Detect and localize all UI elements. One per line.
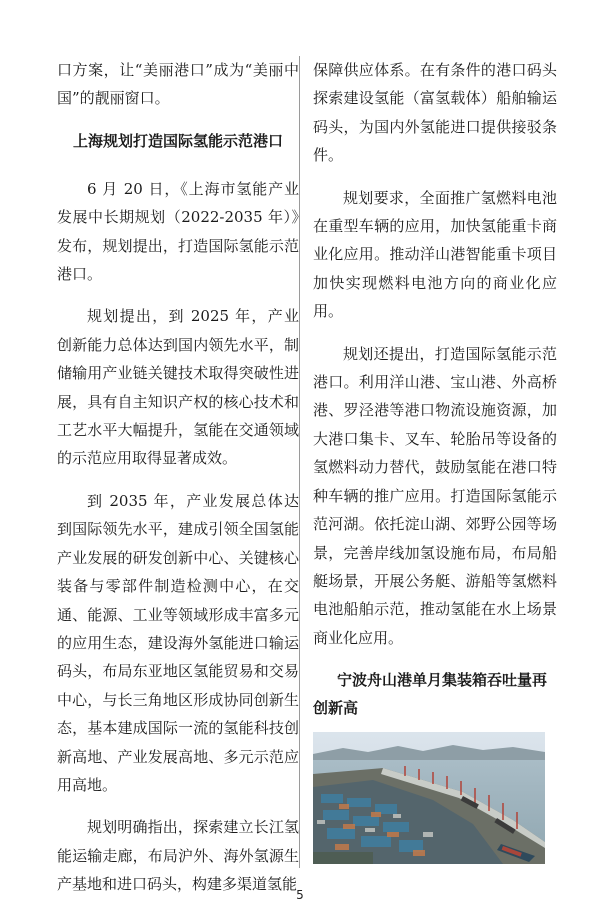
left-column xyxy=(57,56,299,913)
paragraph: 规划提出，到 2025 年，产业创新能力总体达到国内领先水平，制储输用产业链关键技术取得突破性进展，具有自主知识产权的核心技术和工艺水平大幅提升，氢能在交通领域的示范应用取得显著成效。 xyxy=(57,307,299,468)
right-column xyxy=(313,56,557,864)
section-heading-ningbo: 宁波舟山港单月集装箱吞吐量再创新高 xyxy=(313,671,548,718)
page-number: 5 xyxy=(296,888,304,902)
paragraph: 规划还提出，打造国际氢能示范港口。利用洋山港、宝山港、外高桥港、罗泾港等港口物流设施资源，加大港口集卡、叉车、轮胎吊等设备的氢燃料动力替代，鼓励氢能在港口特种车辆的推广应用。打造国际氢能示范河湖。依托淀山湖、郊野公园等场景，完善岸线加氢设施布局，布局船艇场景，开展公务艇、游船等氢燃料电池船舶示范，推动氢能在水上场景商业化应用。 xyxy=(313,344,557,647)
paragraph-continued: 口方案，让“美丽港口”成为“美丽中国”的靓丽窗口。 xyxy=(57,61,299,108)
column-divider xyxy=(299,56,300,868)
paragraph: 到 2035 年，产业发展总体达到国际领先水平，建成引领全国氢能产业发展的研发创新中心、关键核心装备与零部件制造检测中心，在交通、能源、工业等领域形成丰富多元的应用生态，建设海外氢能进口输运码头，布局东亚地区氢能贸易和交易中心，与长三角地区形成协同创新生态，基本建成国际一流的氢能科技创新高地、产业发展高地、多元示范应用高地。 xyxy=(57,491,299,794)
paragraph: 6 月 20 日，《上海市氢能产业发展中长期规划（2022-2035 年）》发布，规划提出，打造国际氢能示范港口。 xyxy=(57,179,299,284)
port-aerial-photo xyxy=(313,732,545,864)
paragraph: 规划要求，全面推广氢燃料电池在重型车辆的应用，加快氢能重卡商业化应用。推动洋山港智能重卡项目加快实现燃料电池方向的商业化应用。 xyxy=(313,188,557,321)
paragraph-continued: 保障供应体系。在有条件的港口码头探索建设氢能（富氢载体）船舶输运码头，为国内外氢能进口提供接驳条件。 xyxy=(313,61,557,165)
section-heading-shanghai: 上海规划打造国际氢能示范港口 xyxy=(72,131,283,150)
paragraph: 规划明确指出，探索建立长江氢能运输走廊，布局沪外、海外氢源生产基地和进口码头，构建多渠道氢能 xyxy=(57,818,299,894)
